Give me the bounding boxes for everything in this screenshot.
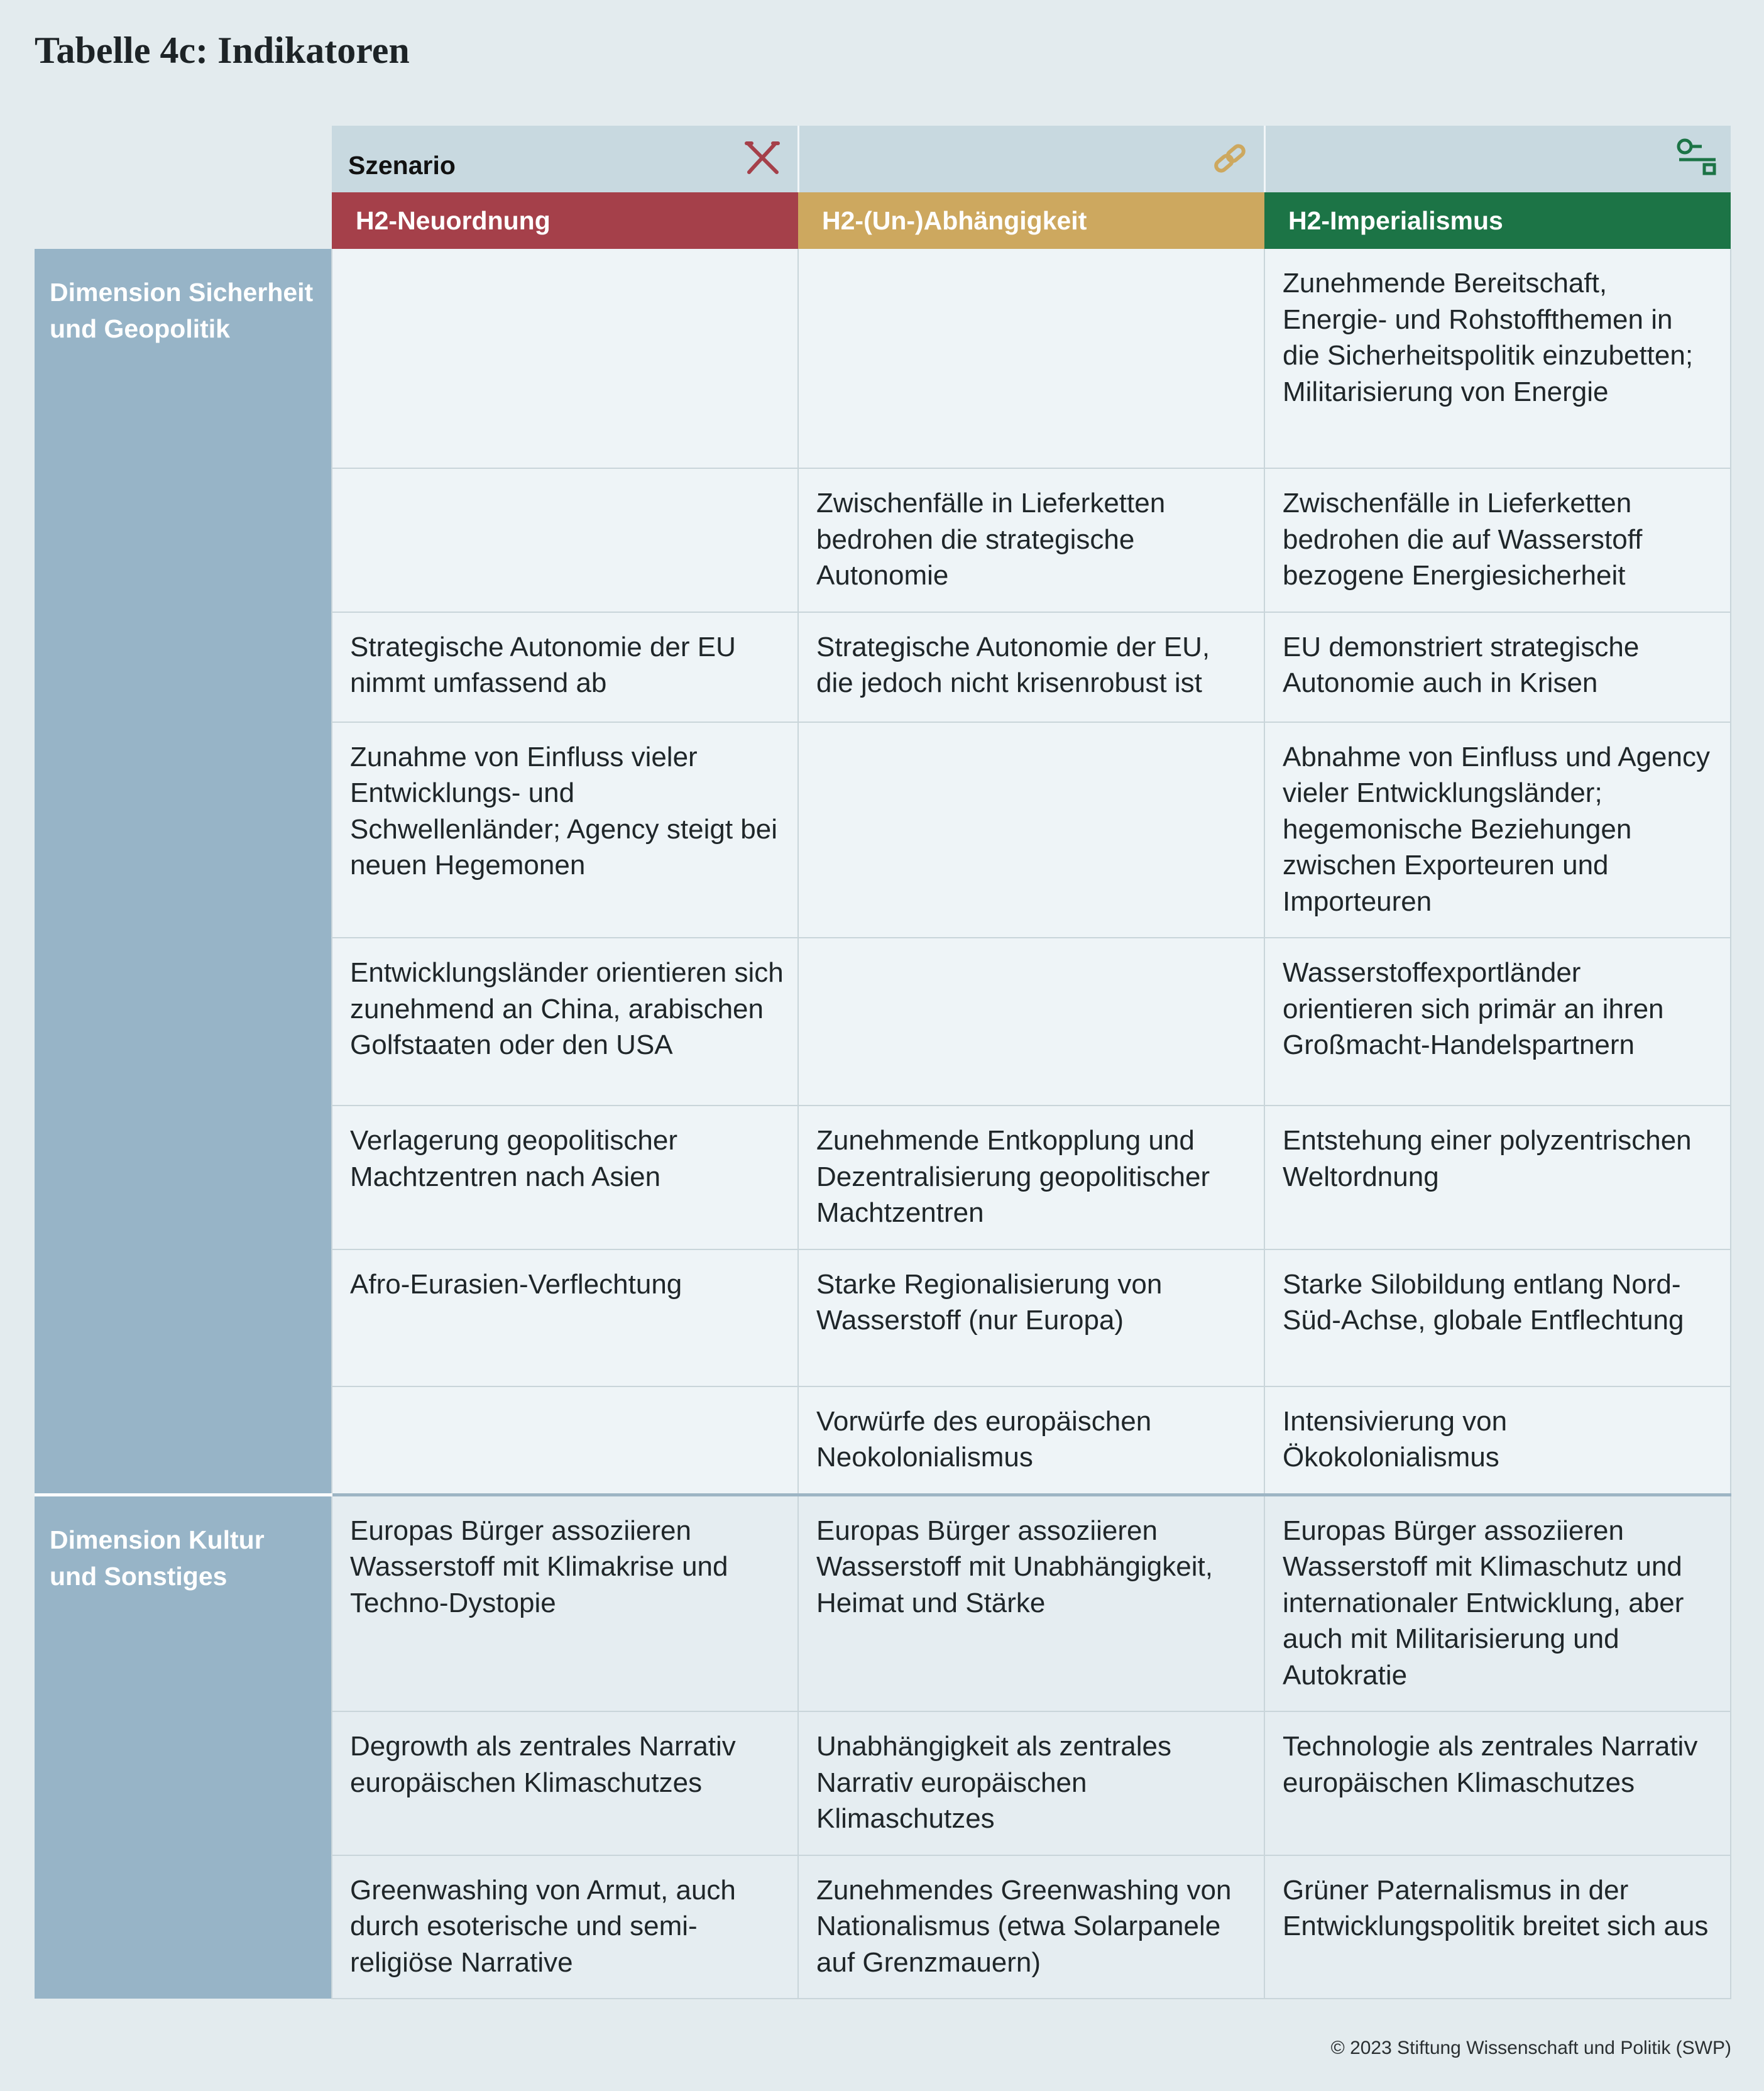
table-cell: Entwicklungsländer orientieren sich zunehmend an China, arabischen Golfstaaten oder den USA [332, 938, 798, 1106]
table-cell [332, 1386, 798, 1495]
table-cell: EU demonstriert strategische Autonomie auch in Krisen [1264, 612, 1731, 722]
table-cell: Grüner Paternalismus in der Entwicklungspolitik breitet sich aus [1264, 1855, 1731, 1999]
table-cell: Zwischenfälle in Lieferketten bedrohen die auf Wasserstoff bezogene Energiesicherheit [1264, 468, 1731, 612]
table-cell: Verlagerung geopolitischer Machtzentren nach Asien [332, 1106, 798, 1249]
page-title: Tabelle 4c: Indikatoren [35, 30, 410, 71]
table-cell [798, 249, 1264, 468]
scenario-title-h2-unabhaengigkeit: H2-(Un-)Abhängigkeit [798, 192, 1264, 249]
table-cell [798, 722, 1264, 938]
table-row [35, 249, 1731, 468]
table-cell: Unabhängigkeit als zentrales Narrativ europäischen Klimaschutzes [798, 1711, 1264, 1855]
scenario-title-h2-imperialismus: H2-Imperialismus [1264, 192, 1731, 249]
table-cell: Abnahme von Einfluss und Agency vieler Entwicklungsländer; hegemonische Beziehungen zwischen Exporteuren und Importeuren [1264, 722, 1731, 938]
table-cell [332, 249, 798, 468]
copyright-notice: © 2023 Stiftung Wissenschaft und Politik (SWP) [1330, 2038, 1731, 2058]
table-cell [798, 938, 1264, 1106]
table-cell: Zwischenfälle in Lieferketten bedrohen die strategische Autonomie [798, 468, 1264, 612]
dimension-label-culture: Dimension Kultur und Sonstiges [35, 1495, 332, 1999]
table-cell: Zunehmendes Greenwashing von Nationalismus (etwa Solarpanele auf Grenzmauern) [798, 1855, 1264, 1999]
table-cell: Starke Regionalisierung von Wasserstoff (nur Europa) [798, 1249, 1264, 1386]
table-cell: Zunahme von Einfluss vieler Entwicklungs- und Schwellenländer; Agency steigt bei neuen Hegemonen [332, 722, 798, 938]
scenario-header-cell [798, 126, 1264, 192]
table-cell: Europas Bürger assoziieren Wasserstoff mit Klimaschutz und internationaler Entwicklung, aber auch mit Militarisierung und Autokratie [1264, 1495, 1731, 1711]
table-cell: Strategische Autonomie der EU nimmt umfassend ab [332, 612, 798, 722]
table-cell [332, 468, 798, 612]
table-cell: Entstehung einer polyzentrischen Weltordnung [1264, 1106, 1731, 1249]
chain-link-icon [1211, 141, 1249, 176]
table-corner [35, 126, 332, 249]
table-cell: Degrowth als zentrales Narrativ europäischen Klimaschutzes [332, 1711, 798, 1855]
table-cell: Europas Bürger assoziieren Wasserstoff mit Unabhängigkeit, Heimat und Stärke [798, 1495, 1264, 1711]
table-cell: Strategische Autonomie der EU, die jedoch nicht krisenrobust ist [798, 612, 1264, 722]
table-cell: Vorwürfe des europäischen Neokolonialismus [798, 1386, 1264, 1495]
dimension-label-security: Dimension Sicherheit und Geopolitik [35, 249, 332, 1495]
table-row [35, 1495, 1731, 1711]
cross-icon [744, 141, 781, 175]
table-cell: Wasserstoffexportländer orientieren sich primär an ihren Großmacht-Handelspartnern [1264, 938, 1731, 1106]
table-cell: Afro-Eurasien-Verflechtung [332, 1249, 798, 1386]
scenario-label: Szenario [348, 151, 456, 180]
table-cell: Zunehmende Entkopplung und Dezentralisierung geopolitischer Machtzentren [798, 1106, 1264, 1249]
table-cell: Zunehmende Bereitschaft, Energie- und Rohstoffthemen in die Sicherheitspolitik einzubetten; Militarisierung von Energie [1264, 249, 1731, 468]
table-cell: Intensivierung von Ökokolonialismus [1264, 1386, 1731, 1495]
scenario-header-cell [1264, 126, 1731, 192]
table-cell: Technologie als zentrales Narrativ europäischen Klimaschutzes [1264, 1711, 1731, 1855]
table-cell: Greenwashing von Armut, auch durch esoterische und semi-religiöse Narrative [332, 1855, 798, 1999]
scenario-header-cell [332, 126, 798, 192]
scenario-title-h2-neuordnung: H2-Neuordnung [332, 192, 798, 249]
table-cell: Starke Silobildung entlang Nord-Süd-Achse, globale Entflechtung [1264, 1249, 1731, 1386]
hierarchy-icon [1677, 138, 1718, 177]
indicator-table [35, 126, 1731, 1999]
table-cell: Europas Bürger assoziieren Wasserstoff mit Klimakrise und Techno-Dystopie [332, 1495, 798, 1711]
